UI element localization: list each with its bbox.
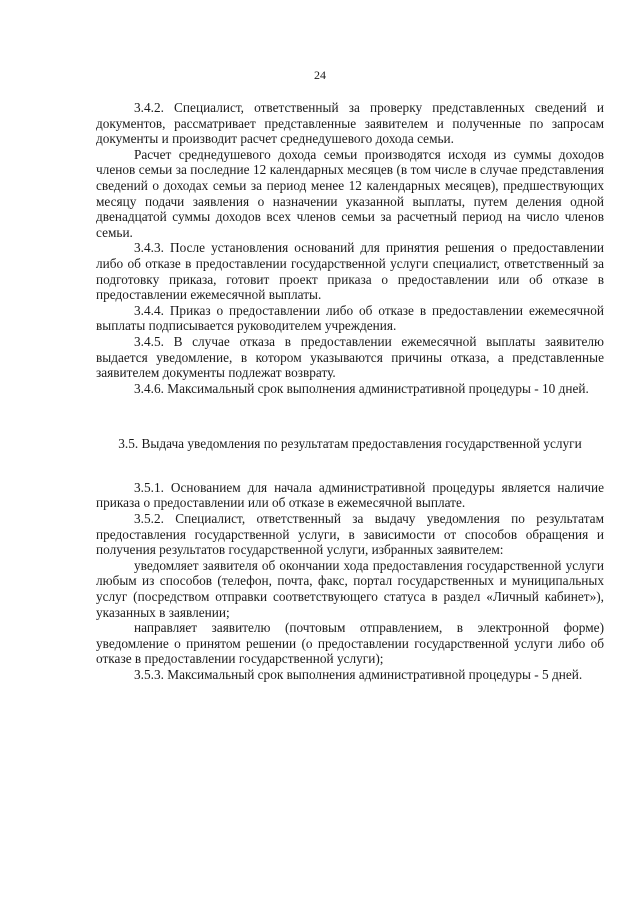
paragraph-3-4-6: 3.4.6. Максимальный срок выполнения административной процедуры - 10 дней. (134, 380, 589, 396)
section-heading-3-5: 3.5. Выдача уведомления по результатам предоставления государственной услуги (118, 436, 582, 452)
paragraph-3-4-4: 3.4.4. Приказ о предоставлении либо об отказе в предоставлении ежемесячной выплаты подписывается руководителем учреждения. (96, 302, 604, 334)
page-number: 24 (314, 68, 326, 82)
document-body (96, 100, 604, 683)
paragraph-3-4-2: 3.4.2. Специалист, ответственный за проверку представленных сведений и документов, рассматривает представленные заявителем и полученные по запросам документы и производит расчет среднедушевого дохода семьи. (96, 100, 604, 147)
paragraph-3-5-1: 3.5.1. Основанием для начала административной процедуры является наличие приказа о предоставлении или об отказе в ежемесячной выплате. (96, 479, 604, 511)
paragraph-3-5-3: 3.5.3. Максимальный срок выполнения административной процедуры - 5 дней. (134, 667, 583, 682)
paragraph-3-4-3: 3.4.3. После установления оснований для принятия решения о предоставлении либо об отказе в предоставлении государственной услуги специалист, ответственный за подготовку приказа, готовит проект приказа о предоставлении или об отказе в предоставлении ежемесячной выплаты. (96, 240, 604, 303)
paragraph-3-5-2: 3.5.2. Специалист, ответственный за выдачу уведомления по результатам предоставления государственной услуги, в зависимости от способов обращения и получения результатов государственной услуги, избранных заявителем: (96, 511, 604, 558)
paragraph-notify-applicant: уведомляет заявителя об окончании хода предоставления государственной услуги любым из способов (телефон, почта, факс, портал государственных и муниципальных услуг (посредством отправки соответствующего статуса в раздел «Личный кабинет»), указанных в заявлении; (96, 557, 604, 620)
paragraph-send-notice: направляет заявителю (почтовым отправлением, в электронной форме) уведомление о принятом решении (о предоставлении государственной услуги либо об отказе в предоставлении государственной услуги); (96, 620, 604, 667)
paragraph-income-calculation: Расчет среднедушевого дохода семьи производятся исходя из суммы доходов членов семьи за последние 12 календарных месяцев (в том числе в случае представления сведений о доходах семьи за период менее 12 календарных месяцев), предшествующих месяцу подачи заявления о назначении указанной выплаты, путем деления одной двенадцатой суммы доходов всех членов семьи за расчетный период на число членов семьи. (96, 146, 604, 240)
paragraph-3-4-5: 3.4.5. В случае отказа в предоставлении ежемесячной выплаты заявителю выдается уведомление, в котором указываются причины отказа, а представленные заявителем документы подлежат возврату. (96, 333, 604, 381)
